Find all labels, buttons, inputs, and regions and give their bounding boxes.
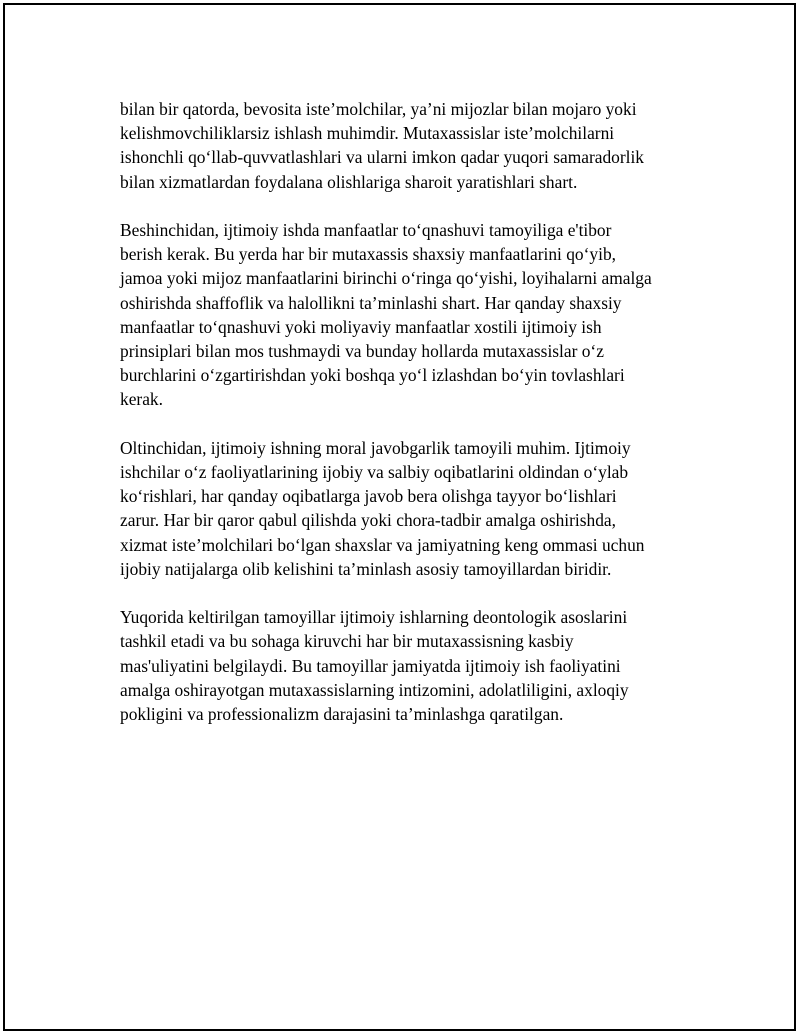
text-line: Beshinchidan, ijtimoiy ishda manfaatlar to‘qnashuvi tamoyiliga e'tibor xyxy=(120,220,612,240)
paragraph-1 xyxy=(120,97,710,194)
text-line: kerak. xyxy=(120,389,163,410)
text-line: amalga oshirayotgan mutaxassislarning intizomini, adolatliligini, axloqiy xyxy=(120,679,629,700)
paragraph-3 xyxy=(120,436,710,581)
text-line: ishonchli qo‘llab-quvvatlashlari va ularni imkon qadar yuqori samaradorlik xyxy=(120,147,644,168)
text-line: zarur. Har bir qaror qabul qilishda yoki chora-tadbir amalga oshirishda, xyxy=(120,510,616,531)
paragraph-2 xyxy=(120,218,710,412)
text-line: Yuqorida keltirilgan tamoyillar ijtimoiy ishlarning deontologik asoslarini xyxy=(120,607,628,628)
text-line: mas'uliyatini belgilaydi. Bu tamoyillar jamiyatda ijtimoiy ish faoliyatini xyxy=(120,655,621,676)
text-line: tashkil etadi va bu sohaga kiruvchi har bir mutaxassisning kasbiy xyxy=(120,631,574,652)
text-line: xizmat iste’molchilari bo‘lgan shaxslar va jamiyatning keng ommasi uchun xyxy=(120,534,645,555)
text-line: kelishmovchiliklarsiz ishlash muhimdir. Mutaxassislar iste’molchilarni xyxy=(120,123,615,144)
page-frame xyxy=(3,3,796,1031)
text-line: bilan bir qatorda, bevosita iste’molchilar, ya’ni mijozlar bilan mojaro yoki xyxy=(120,99,637,119)
text-line: ko‘rishlari, har qanday oqibatlarga javob bera olishga tayyor bo‘lishlari xyxy=(120,486,617,507)
text-line: oshirishda shaffoflik va halollikni ta’minlashi shart. Har qanday shaxsiy xyxy=(120,292,622,313)
text-line: prinsiplari bilan mos tushmaydi va bunday hollarda mutaxassislar o‘z xyxy=(120,341,604,362)
text-line: Oltinchidan, ijtimoiy ishning moral javobgarlik tamoyili muhim. Ijtimoiy xyxy=(120,437,631,458)
text-line: berish kerak. Bu yerda har bir mutaxassis shaxsiy manfaatlarini qo‘yib, xyxy=(120,244,616,265)
text-line: ijobiy natijalarga olib kelishini ta’minlash asosiy tamoyillardan biridir. xyxy=(120,558,612,579)
document-body xyxy=(120,97,710,750)
text-line: pokligini va professionalizm darajasini ta’minlashga qaratilgan. xyxy=(120,704,564,725)
text-line: manfaatlar to‘qnashuvi yoki moliyaviy manfaatlar xostili ijtimoiy ish xyxy=(120,316,602,337)
text-line: bilan xizmatlardan foydalana olishlariga sharoit yaratishlari shart. xyxy=(120,171,578,192)
text-line: ishchilar o‘z faoliyatlarining ijobiy va salbiy oqibatlarini oldindan o‘ylab xyxy=(120,462,629,483)
text-line: jamoa yoki mijoz manfaatlarini birinchi o‘ringa qo‘yishi, loyihalarni amalga xyxy=(120,268,652,289)
text-line: burchlarini o‘zgartirishdan yoki boshqa yo‘l izlashdan bo‘yin tovlashlari xyxy=(120,365,625,386)
paragraph-4 xyxy=(120,605,710,726)
